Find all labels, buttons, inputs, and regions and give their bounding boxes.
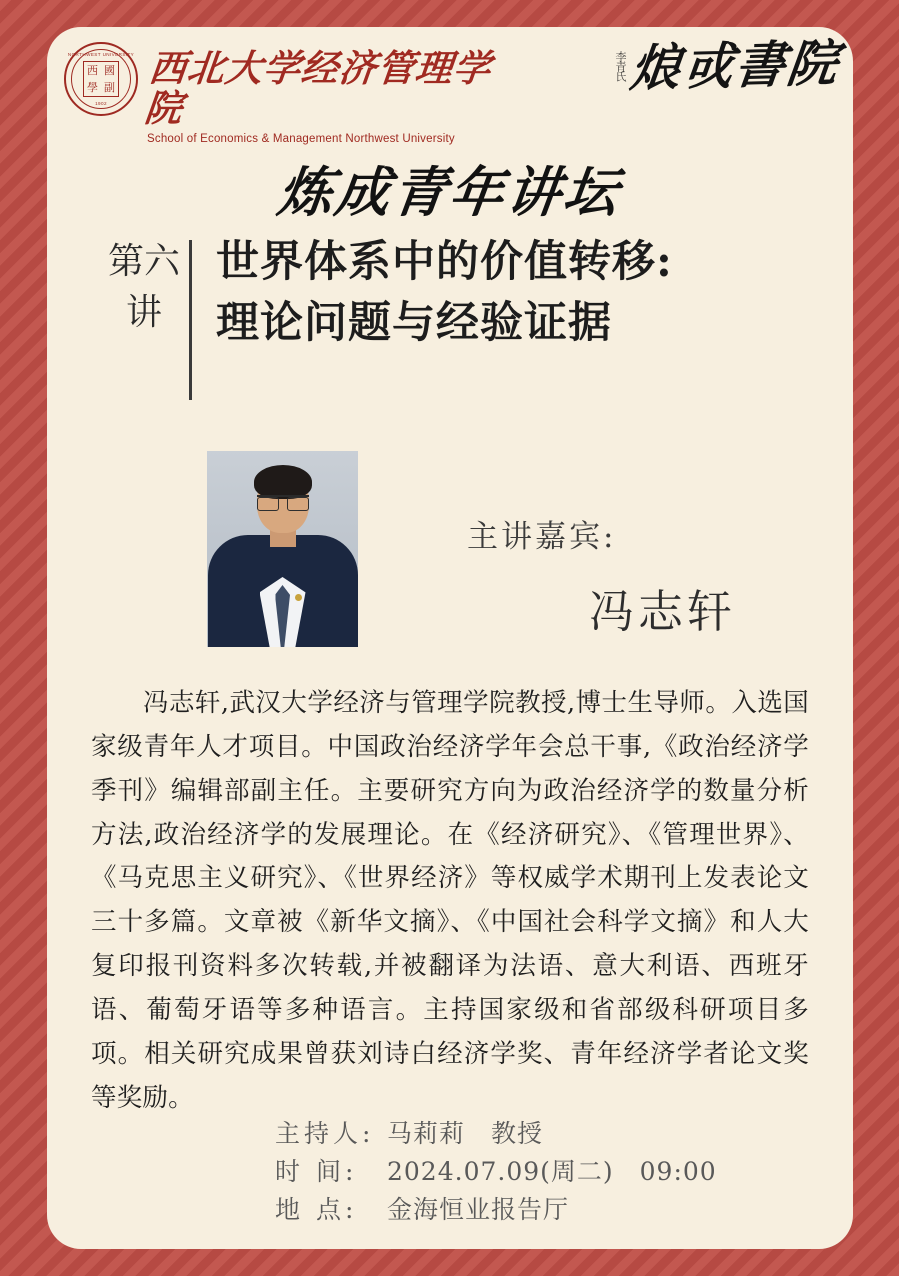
seal-characters <box>83 61 119 97</box>
seal-char-4: 副 <box>104 81 115 94</box>
seal-ring-top-text: NORTHWEST UNIVERSITY <box>67 51 135 57</box>
seal-char-1: 西 <box>87 64 98 77</box>
speaker-name: 冯志轩 <box>589 585 737 638</box>
time-label: 时 间: <box>275 1157 358 1186</box>
time-date: 2024.07.09(周二) <box>387 1157 614 1186</box>
place-label: 地 点: <box>275 1195 358 1224</box>
lecture-topic <box>216 232 807 354</box>
host-row <box>47 1115 853 1153</box>
school-name-en: School of Economics & Management Northwest University <box>147 132 455 145</box>
time-row <box>47 1153 853 1191</box>
speaker-portrait <box>207 451 358 647</box>
host-name: 马莉莉 <box>387 1119 466 1148</box>
calligraphy-title: 烺戓書院 <box>627 33 843 98</box>
lecture-topic-line-2: 理论问题与经验证据 <box>216 298 612 349</box>
host-title: 教授 <box>491 1119 544 1148</box>
school-name-cn: 西北大学经济管理学院 <box>142 46 494 130</box>
seal-char-2: 國 <box>104 64 115 77</box>
vertical-divider <box>189 240 192 400</box>
host-value <box>387 1115 543 1153</box>
lecture-number: 第六讲 <box>107 241 180 334</box>
lecture-heading <box>107 232 807 400</box>
forum-title: 炼成青年讲坛 <box>274 160 625 224</box>
place-value: 金海恒业报告厅 <box>387 1195 570 1224</box>
speaker-block <box>47 451 853 651</box>
time-clock: 09:00 <box>639 1157 717 1186</box>
poster-header <box>47 27 853 147</box>
glasses-icon <box>257 495 309 508</box>
seal-char-3: 學 <box>87 81 98 94</box>
speaker-bio: 冯志轩,武汉大学经济与管理学院教授,博士生导师。入选国家级青年人才项目。中国政治经济学年会总干事,《政治经济学季刊》编辑部副主任。主要研究方向为政治经济学的数量分析方法,政治经济学的发展理论。在《经济研究》、《管理世界》、《马克思主义研究》、《世界经济》等权威学术期刊上发表论文三十多篇。文章被《新华文摘》、《中国社会科学文摘》和人大复印报刊资料多次转载,并被翻译为法语、意大利语、西班牙语、葡萄牙语等多种语言。主持国家级和省部级科研项目多项。相关研究成果曾获刘诗白经济学奖、青年经济学者论文奖等奖励。 <box>91 688 809 1113</box>
place-row <box>47 1191 853 1229</box>
event-details <box>47 1115 853 1229</box>
calligraphy-block <box>614 33 843 98</box>
time-value <box>387 1153 717 1191</box>
lecture-topic-line-1: 世界体系中的价值转移: <box>216 237 673 287</box>
host-label: 主持人: <box>275 1119 375 1148</box>
portrait-lapel-pin <box>295 594 302 601</box>
speaker-label: 主讲嘉宾: <box>467 519 617 555</box>
university-seal-icon <box>64 42 138 116</box>
school-name-block <box>142 46 517 145</box>
poster-card <box>47 27 853 1249</box>
seal-ring-bottom-text: 1902 <box>95 101 107 106</box>
calligraphy-signature: 李青氏 <box>614 51 627 81</box>
portrait-hair <box>254 465 312 499</box>
